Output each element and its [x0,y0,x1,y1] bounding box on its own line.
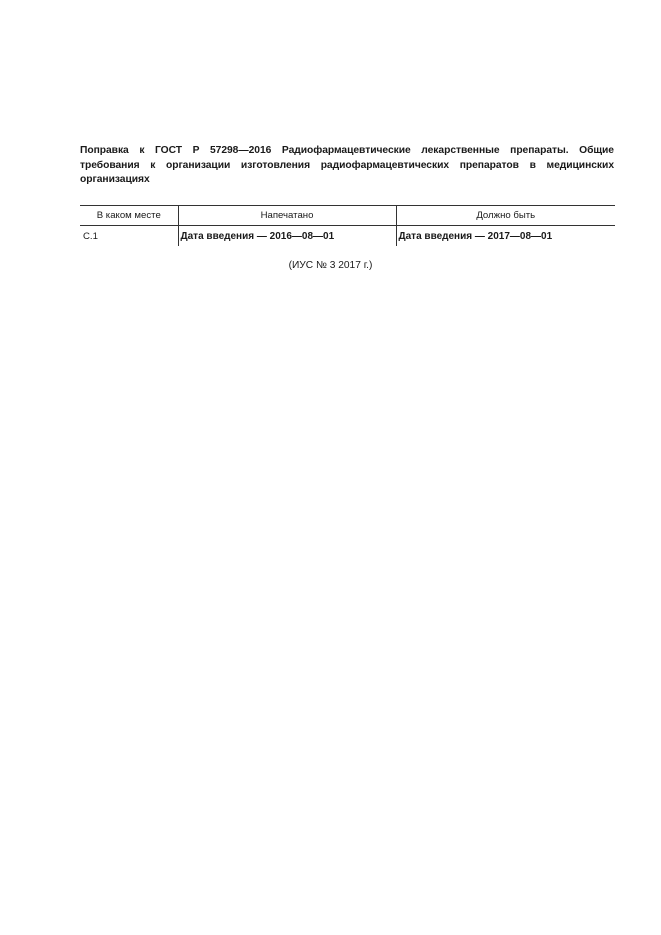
table-header-row [80,206,615,226]
source-reference: (ИУС № 3 2017 г.) [288,260,373,271]
document-title: Поправка к ГОСТ Р 57298—2016 Радиофармацевтические лекарственные препараты. Общие требования к организации изготовления радиофармацевтических препаратов в медицинских организациях [80,145,614,185]
table-row [80,226,615,247]
header-should-be: Должно быть [396,206,615,226]
cell-place: С.1 [83,230,98,242]
correction-table [80,205,615,246]
cell-printed: Дата введения — 2016—08—01 [178,226,396,247]
header-place: В каком месте [80,206,178,226]
header-printed: Напечатано [178,206,396,226]
cell-should-be: Дата введения — 2017—08—01 [396,226,615,247]
